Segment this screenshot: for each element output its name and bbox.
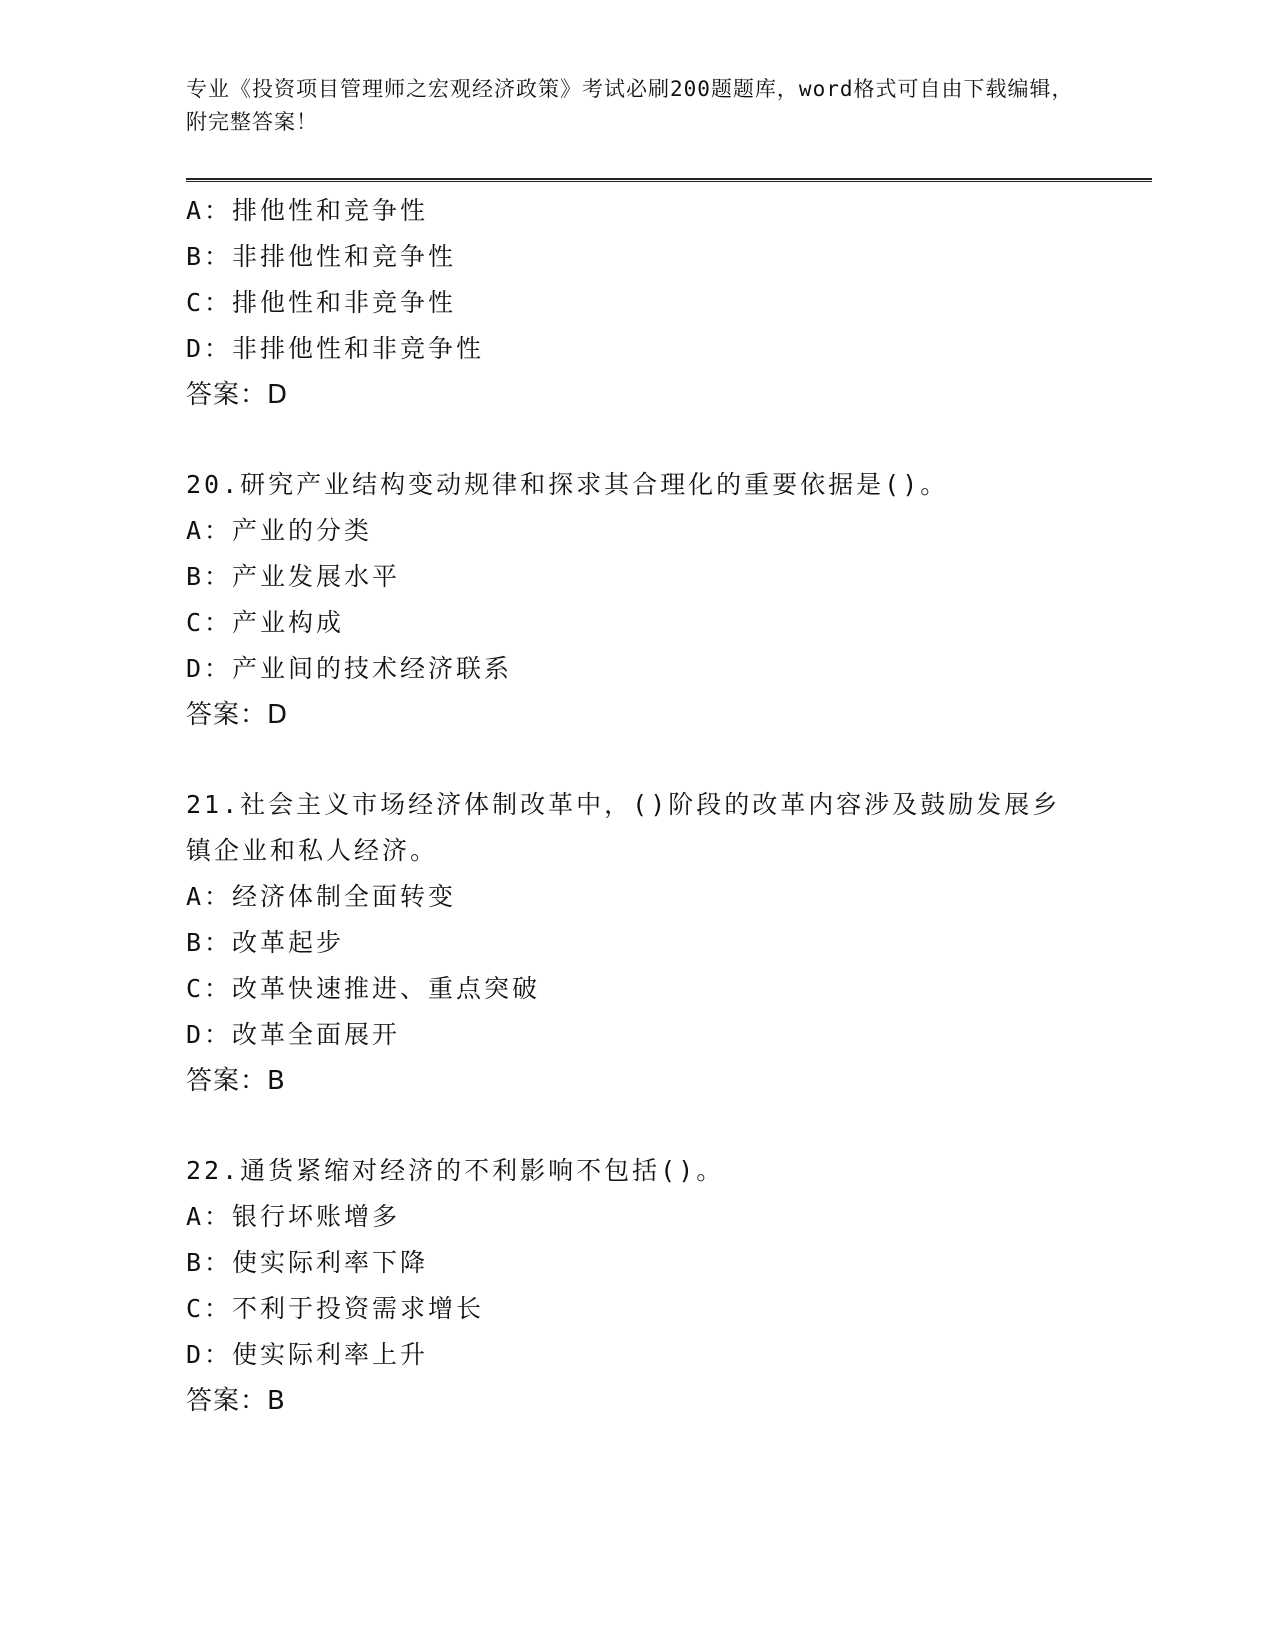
option-c: C：排他性和非竞争性 (186, 288, 457, 317)
option-a: A：经济体制全面转变 (186, 882, 457, 911)
option-d: D：非排他性和非竞争性 (186, 334, 485, 363)
question-list (186, 188, 1166, 1424)
option-b: B：使实际利率下降 (186, 1248, 429, 1277)
option-a: A：产业的分类 (186, 516, 373, 545)
question-block-19 (186, 188, 1166, 418)
option-c: C：改革快速推进、重点突破 (186, 974, 541, 1003)
option-d: D：改革全面展开 (186, 1020, 401, 1049)
option-a: A：银行坏账增多 (186, 1202, 401, 1231)
question-text: 22.通货紧缩对经济的不利影响不包括()。 (186, 1156, 725, 1185)
question-text: 20.研究产业结构变动规律和探求其合理化的重要依据是()。 (186, 470, 949, 499)
option-b: B：非排他性和竞争性 (186, 242, 457, 271)
option-d: D：使实际利率上升 (186, 1340, 429, 1369)
option-b: B：产业发展水平 (186, 562, 401, 591)
answer-label: 答案：B (186, 1386, 286, 1416)
option-c: C：产业构成 (186, 608, 345, 637)
header-divider (186, 178, 1152, 182)
question-text: 21.社会主义市场经济体制改革中，()阶段的改革内容涉及鼓励发展乡镇企业和私人经济。 (186, 790, 1061, 865)
option-d: D：产业间的技术经济联系 (186, 654, 513, 683)
question-block-20 (186, 462, 1166, 738)
question-block-21 (186, 782, 1166, 1104)
answer-label: 答案：D (186, 700, 289, 730)
document-header: 专业《投资项目管理师之宏观经济政策》考试必刷200题题库，word格式可自由下载编辑，附完整答案！ (186, 77, 1074, 134)
question-block-22 (186, 1148, 1166, 1424)
option-a: A：排他性和竞争性 (186, 196, 429, 225)
answer-label: 答案：D (186, 380, 289, 410)
option-c: C：不利于投资需求增长 (186, 1294, 485, 1323)
answer-label: 答案：B (186, 1066, 286, 1096)
option-b: B：改革起步 (186, 928, 345, 957)
